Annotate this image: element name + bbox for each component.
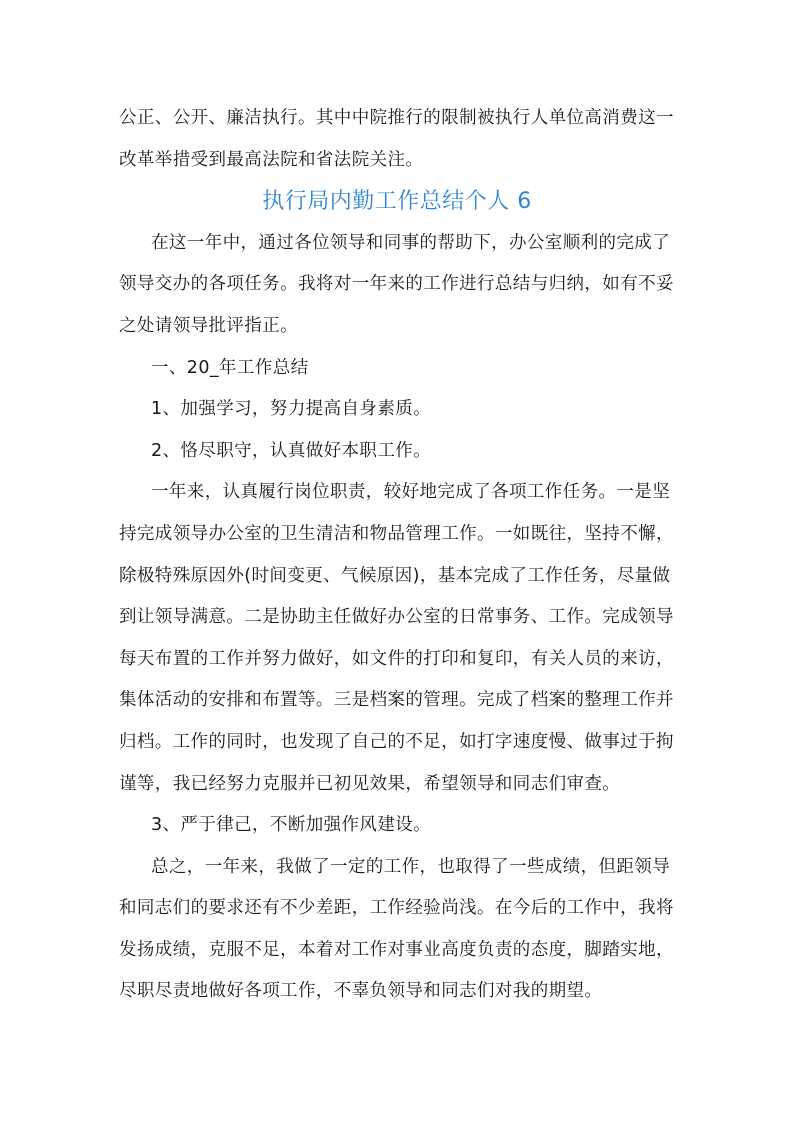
text-line: 领导交办的各项任务。我将对一年来的工作进行总结与归纳，如有不妥 [119, 274, 674, 295]
text-line: 公正、公开、廉洁执行。其中中院推行的限制被执行人单位高消费这一 [119, 108, 674, 128]
text-line: 尽职尽责地做好各项工作，不辜负领导和同志们对我的期望。 [119, 981, 603, 1002]
text-line: 1、加强学习，努力提高自身素质。 [151, 399, 432, 420]
text-line: 归档。工作的同时，也发现了自己的不足，如打字速度慢、做事过于拘 [119, 731, 674, 752]
text-line: 持完成领导办公室的卫生清洁和物品管理工作。一如既往，坚持不懈， [119, 523, 674, 544]
paragraph-item-1 [119, 389, 675, 431]
text-line: 改革举措受到最高法院和省法院关注。 [119, 149, 424, 170]
text-line: 2、恪尽职守，认真做好本职工作。 [151, 440, 432, 461]
text-line: 3、严于律己，不断加强作风建设。 [151, 815, 432, 836]
text-line: 一年来，认真履行岗位职责，较好地完成了各项工作任务。一是坚 [151, 482, 671, 503]
text-line: 每天布置的工作并努力做好，如文件的打印和复印，有关人员的来访， [119, 648, 674, 669]
paragraph-conclusion [119, 847, 675, 1013]
paragraph-item-3 [119, 805, 675, 847]
document-page [119, 98, 675, 1013]
text-line: 到让领导满意。二是协助主任做好办公室的日常事务、工作。完成领导 [119, 607, 674, 628]
text-line: 总之，一年来，我做了一定的工作，也取得了一些成绩，但距领导 [151, 856, 671, 877]
text-line: 谨等，我已经努力克服并已初见效果，希望领导和同志们审查。 [119, 773, 621, 794]
paragraph-subheading-summary [119, 348, 675, 390]
intro-paragraph [119, 98, 675, 181]
text-line: 一、20_年工作总结 [151, 357, 309, 378]
text-line: 发扬成绩，克服不足，本着对工作对事业高度负责的态度，脚踏实地， [119, 939, 674, 960]
section-heading: 执行局内勤工作总结个人 6 [262, 189, 532, 215]
text-line: 之处请领导批评指正。 [119, 315, 298, 336]
text-line: 和同志们的要求还有不少差距，工作经验尚浅。在今后的工作中，我将 [119, 898, 674, 919]
paragraph-opening [119, 223, 675, 348]
paragraph-duties [119, 472, 675, 805]
text-line: 除极特殊原因外(时间变更、气候原因)，基本完成了工作任务，尽量做 [119, 565, 671, 586]
text-line: 在这一年中，通过各位领导和同事的帮助下，办公室顺利的完成了 [151, 232, 671, 253]
paragraph-item-2 [119, 431, 675, 473]
text-line: 集体活动的安排和布置等。三是档案的管理。完成了档案的整理工作并 [119, 690, 674, 711]
